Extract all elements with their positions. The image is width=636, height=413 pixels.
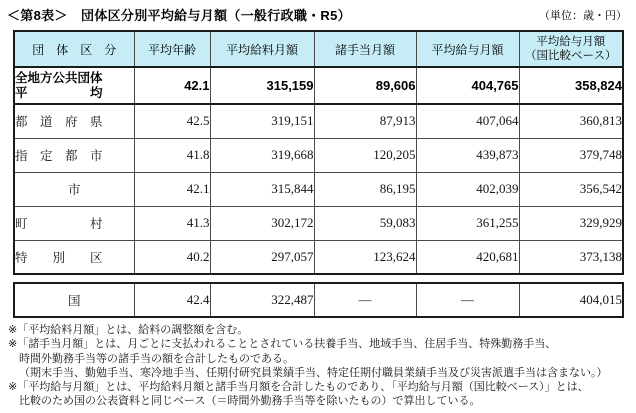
col-header-salary: 平均給料月額 bbox=[210, 31, 314, 67]
cell-gross: 420,681 bbox=[416, 240, 519, 274]
row-label: 市 bbox=[14, 172, 134, 206]
cell-allowance: 123,624 bbox=[314, 240, 416, 274]
col-header-allowance: 諸手当月額 bbox=[314, 31, 416, 67]
col-header-age: 平均年齢 bbox=[134, 31, 210, 67]
cell-age: 42.1 bbox=[134, 172, 210, 206]
footnote-line: （期末手当、勤勉手当、寒冷地手当、任期付研究員業績手当、特定任期付職員業績手当及び災害派遣手当は含まない。） bbox=[19, 366, 608, 379]
cell-allowance: 89,606 bbox=[314, 67, 416, 104]
cell-gross: 439,873 bbox=[416, 138, 519, 172]
cell-national-base: 379,748 bbox=[519, 138, 623, 172]
table-row-special-wards bbox=[14, 240, 623, 274]
cell-allowance: 86,195 bbox=[314, 172, 416, 206]
row-label: 全地方公共団体 平 均 bbox=[14, 67, 134, 104]
footnote-line: ※「平均給与月額」とは、平均給料月額と諸手当月額を合計したものであり、「平均給与月額（国比較ベース）」とは、 bbox=[8, 381, 589, 394]
row-label: 町 村 bbox=[14, 206, 134, 240]
unit-label: （単位：歳・円） bbox=[539, 10, 627, 22]
cell-salary: 315,159 bbox=[210, 67, 314, 104]
table-row-towns-villages bbox=[14, 206, 623, 240]
col-header-gross: 平均給与月額 bbox=[416, 31, 519, 67]
cell-gross: ― bbox=[416, 283, 519, 317]
footnote-line: ※「諸手当月額」とは、月ごとに支払われることとされている扶養手当、地域手当、住居手当、特殊勤務手当、 bbox=[8, 338, 557, 351]
table-row-designated-cities bbox=[14, 138, 623, 172]
cell-age: 41.3 bbox=[134, 206, 210, 240]
page-title: ＜第8表＞ 団体区分別平均給与月額（一般行政職・R5） bbox=[7, 8, 351, 23]
cell-national-base: 360,813 bbox=[519, 104, 623, 138]
national-table bbox=[13, 282, 624, 318]
cell-allowance: 87,913 bbox=[314, 104, 416, 138]
cell-allowance: 59,083 bbox=[314, 206, 416, 240]
footnote-line: ※「平均給料月額」とは、給料の調整額を含む。 bbox=[8, 324, 249, 336]
col-header-national-base: 平均給与月額 （国比較ベース） bbox=[519, 31, 623, 67]
cell-national-base: 356,542 bbox=[519, 172, 623, 206]
cell-gross: 361,255 bbox=[416, 206, 519, 240]
row-label: 国 bbox=[14, 283, 134, 317]
row-label: 特 別 区 bbox=[14, 240, 134, 274]
cell-allowance: 120,205 bbox=[314, 138, 416, 172]
salary-table bbox=[13, 30, 624, 275]
cell-gross: 404,765 bbox=[416, 67, 519, 104]
col-header-group: 団 体 区 分 bbox=[14, 31, 134, 67]
cell-age: 42.1 bbox=[134, 67, 210, 104]
cell-salary: 319,151 bbox=[210, 104, 314, 138]
table-row-national bbox=[14, 283, 623, 317]
cell-national-base: 329,929 bbox=[519, 206, 623, 240]
cell-salary: 322,487 bbox=[210, 283, 314, 317]
cell-gross: 407,064 bbox=[416, 104, 519, 138]
cell-salary: 319,668 bbox=[210, 138, 314, 172]
footnote-line: 比較のため国の公表資料と同じベース（＝時間外勤務手当等を除いたもの）で算出している。 bbox=[19, 395, 481, 408]
row-label: 指 定 都 市 bbox=[14, 138, 134, 172]
cell-salary: 315,844 bbox=[210, 172, 314, 206]
cell-national-base: 373,138 bbox=[519, 240, 623, 274]
cell-salary: 302,172 bbox=[210, 206, 314, 240]
header-row bbox=[14, 31, 623, 67]
table-row-cities bbox=[14, 172, 623, 206]
table-row-prefectures bbox=[14, 104, 623, 138]
cell-national-base: 358,824 bbox=[519, 67, 623, 104]
row-label: 都 道 府 県 bbox=[14, 104, 134, 138]
cell-salary: 297,057 bbox=[210, 240, 314, 274]
cell-national-base: 404,015 bbox=[519, 283, 623, 317]
title-bar bbox=[0, 5, 636, 24]
cell-age: 42.4 bbox=[134, 283, 210, 317]
footnotes bbox=[8, 323, 636, 409]
cell-age: 41.8 bbox=[134, 138, 210, 172]
cell-age: 42.5 bbox=[134, 104, 210, 138]
cell-gross: 402,039 bbox=[416, 172, 519, 206]
cell-age: 40.2 bbox=[134, 240, 210, 274]
footnote-line: 時間外勤務手当等の諸手当の額を合計したものである。 bbox=[19, 352, 294, 365]
table-row-all-local-govs bbox=[14, 67, 623, 104]
cell-allowance: ― bbox=[314, 283, 416, 317]
